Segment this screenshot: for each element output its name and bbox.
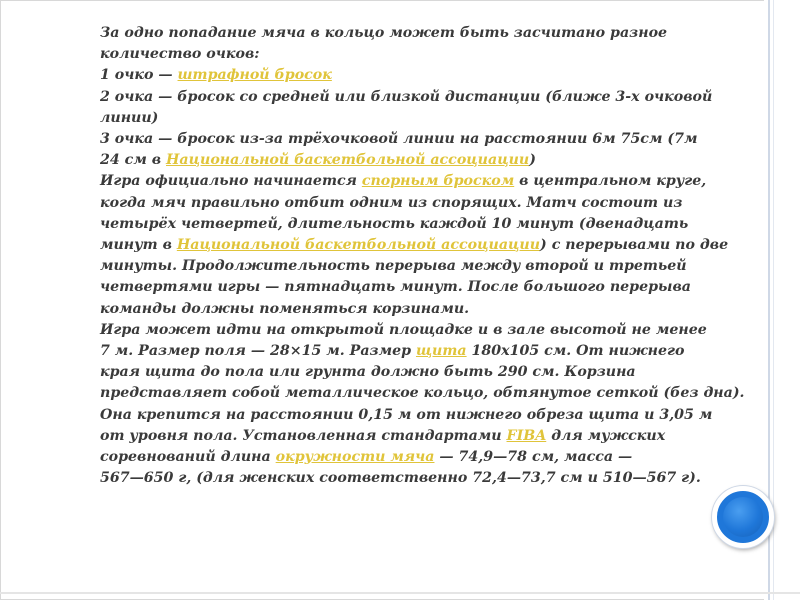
text-line xyxy=(100,362,720,383)
text-line xyxy=(100,214,720,235)
text-line xyxy=(100,235,729,256)
text-segment: в центральном круге, xyxy=(514,173,707,190)
text-line xyxy=(100,405,720,426)
text-segment: Она крепится на расстоянии 0,15 м от нижнего обреза щита и 3,05 м xyxy=(100,406,713,423)
text-line xyxy=(100,383,745,404)
text-line xyxy=(100,129,720,150)
bottom-border-line xyxy=(0,592,800,594)
text-line xyxy=(100,193,720,214)
text-segment: Игра может идти на открытой площадке и в зале высотой не менее xyxy=(100,321,707,338)
text-segment: когда мяч правильно отбит одним из спорящих. Матч состоит из xyxy=(100,194,683,211)
text-segment: минут в xyxy=(100,237,177,254)
text-line xyxy=(100,87,720,108)
text-segment: — 74,9—78 см, масса — xyxy=(434,449,633,466)
text-line xyxy=(100,320,720,341)
text-line xyxy=(100,277,720,298)
text-segment: линии) xyxy=(100,109,159,126)
hyperlink[interactable]: FIBA xyxy=(506,427,547,444)
text-segment: Игра официально начинается xyxy=(100,173,362,190)
text-segment: 7 м. Размер поля — 28×15 м. Размер xyxy=(100,343,416,360)
hyperlink[interactable]: окружности мяча xyxy=(275,449,435,466)
text-segment: команды должны поменяться корзинами. xyxy=(100,300,470,317)
hyperlink[interactable]: штрафной бросок xyxy=(177,67,332,84)
text-line xyxy=(100,171,720,192)
text-line xyxy=(100,447,720,468)
text-segment: от уровня пола. Установленная стандартами xyxy=(100,427,507,444)
text-line xyxy=(100,468,720,489)
text-segment: 3 очка — бросок из-за трёхочковой линии на расстоянии 6м 75см (7м xyxy=(100,131,698,148)
text-segment: За одно попадание мяча в кольцо может быть засчитано разное xyxy=(100,25,668,41)
text-segment: представляет собой металлическое кольцо, обтянутое сеткой (без дна). xyxy=(100,385,745,402)
hyperlink[interactable]: щита xyxy=(415,343,467,360)
text-line xyxy=(100,426,720,447)
text-segment: ) с перерывами по две xyxy=(540,237,729,254)
slide-text-body xyxy=(100,23,745,489)
text-line xyxy=(100,108,720,129)
text-line xyxy=(100,44,720,65)
text-line xyxy=(100,150,720,171)
text-segment: для мужских xyxy=(546,427,666,444)
hyperlink[interactable]: спорным броском xyxy=(361,173,515,190)
text-line xyxy=(100,256,720,277)
text-segment: соревнований длина xyxy=(100,449,276,466)
text-line xyxy=(100,341,720,362)
text-line xyxy=(100,23,720,44)
text-segment: края щита до пола или грунта должно быть 290 см. Корзина xyxy=(100,364,636,381)
text-segment: 180х105 см. От нижнего xyxy=(466,343,685,360)
text-segment: 567—650 г, (для женских соответственно 72,4—73,7 см и 510—567 г). xyxy=(100,470,701,487)
text-segment: четырёх четвертей, длительность каждой 10 минут (двенадцать xyxy=(100,215,689,232)
hyperlink[interactable]: Национальной баскетбольной ассоциации xyxy=(176,237,541,254)
text-line xyxy=(100,299,720,320)
text-segment: четвертями игры — пятнадцать минут. После большого перерыва xyxy=(100,279,691,296)
text-segment: 2 очка — бросок со средней или близкой дистанции (ближе 3-х очковой xyxy=(100,88,713,105)
hyperlink[interactable]: Национальной баскетбольной ассоциации xyxy=(166,152,530,169)
blue-circle-icon xyxy=(712,486,774,548)
text-segment: 24 см в xyxy=(100,152,167,169)
text-segment: ) xyxy=(529,152,536,169)
text-segment: количество очков: xyxy=(100,46,260,63)
text-segment: 1 очко — xyxy=(100,67,178,84)
text-line xyxy=(100,65,720,86)
text-segment: минуты. Продолжительность перерыва между второй и третьей xyxy=(100,258,687,275)
